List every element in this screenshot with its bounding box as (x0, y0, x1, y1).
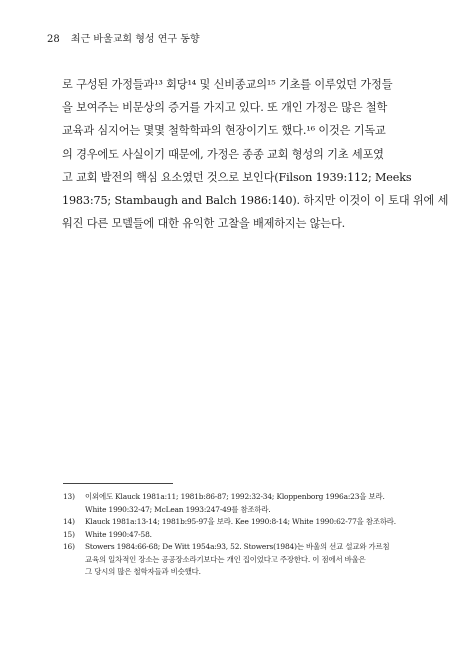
body-line: 교육과 심지어는 몇몇 철학학파의 현장이기도 했다.¹⁶ 이것은 기독교 (62, 124, 386, 138)
footnote-number: 15) (63, 529, 75, 539)
body-line: 1983:75; Stambaugh and Balch 1986:140). 하지만 이것이 이 토대 위에 세 (62, 193, 449, 207)
footnote-line: 이외에도 Klauck 1981a:11; 1981b:86-87; 1992:32-34; Kloppenborg 1996a:23을 보라. (85, 492, 385, 501)
footnote-15 (63, 529, 408, 542)
body-line: 의 경우에도 사실이기 때문에, 가정은 종종 교회 형성의 기초 세포였 (62, 147, 384, 161)
footnote-line: White 1990:32-47; McLean 1993:247-49를 참조하라. (85, 504, 271, 514)
body-line: 워진 다른 모델들에 대한 유익한 고찰을 배제하지는 않는다. (62, 217, 346, 231)
footnotes (63, 491, 408, 579)
running-title: 최근 바울교회 형성 연구 동향 (70, 34, 200, 45)
body-line: 로 구성된 가정들과¹³ 회당¹⁴ 및 신비종교의¹⁵ 기초를 이루었던 가정들 (62, 78, 393, 91)
footnote-number: 13) (63, 492, 75, 501)
footnote-line: Stowers 1984:66-68; De Witt 1954a:93, 52. Stowers(1984)는 바울의 선교 설교와 가르침 (85, 542, 390, 551)
page-number: 28 (47, 34, 60, 45)
footnote-line: White 1990:47-58. (85, 529, 152, 539)
footnote-16 (63, 541, 408, 579)
footnote-line: 그 당시의 많은 철학자들과 비슷했다. (85, 567, 201, 576)
running-header (47, 30, 200, 45)
footnote-separator (63, 483, 173, 484)
body-line: 고 교회 발전의 핵심 요소였던 것으로 보인다(Filson 1939:112; Meeks (62, 170, 412, 184)
footnote-14 (63, 516, 408, 529)
footnote-line: Klauck 1981a:13-14; 1981b:95-97을 보라. Kee 1990:8-14; White 1990:62-77을 참조하라. (85, 517, 396, 526)
footnote-13 (63, 491, 408, 516)
footnote-number: 16) (63, 542, 75, 551)
body-paragraph (62, 73, 449, 235)
footnote-number: 14) (63, 517, 75, 526)
footnote-line: 교육의 일차적인 장소는 공공장소라기보다는 개인 집이었다고 주장한다. 이 점에서 바울은 (85, 554, 366, 564)
body-line: 을 보여주는 비문상의 증거를 가지고 있다. 또 개인 가정은 많은 철학 (62, 101, 388, 115)
